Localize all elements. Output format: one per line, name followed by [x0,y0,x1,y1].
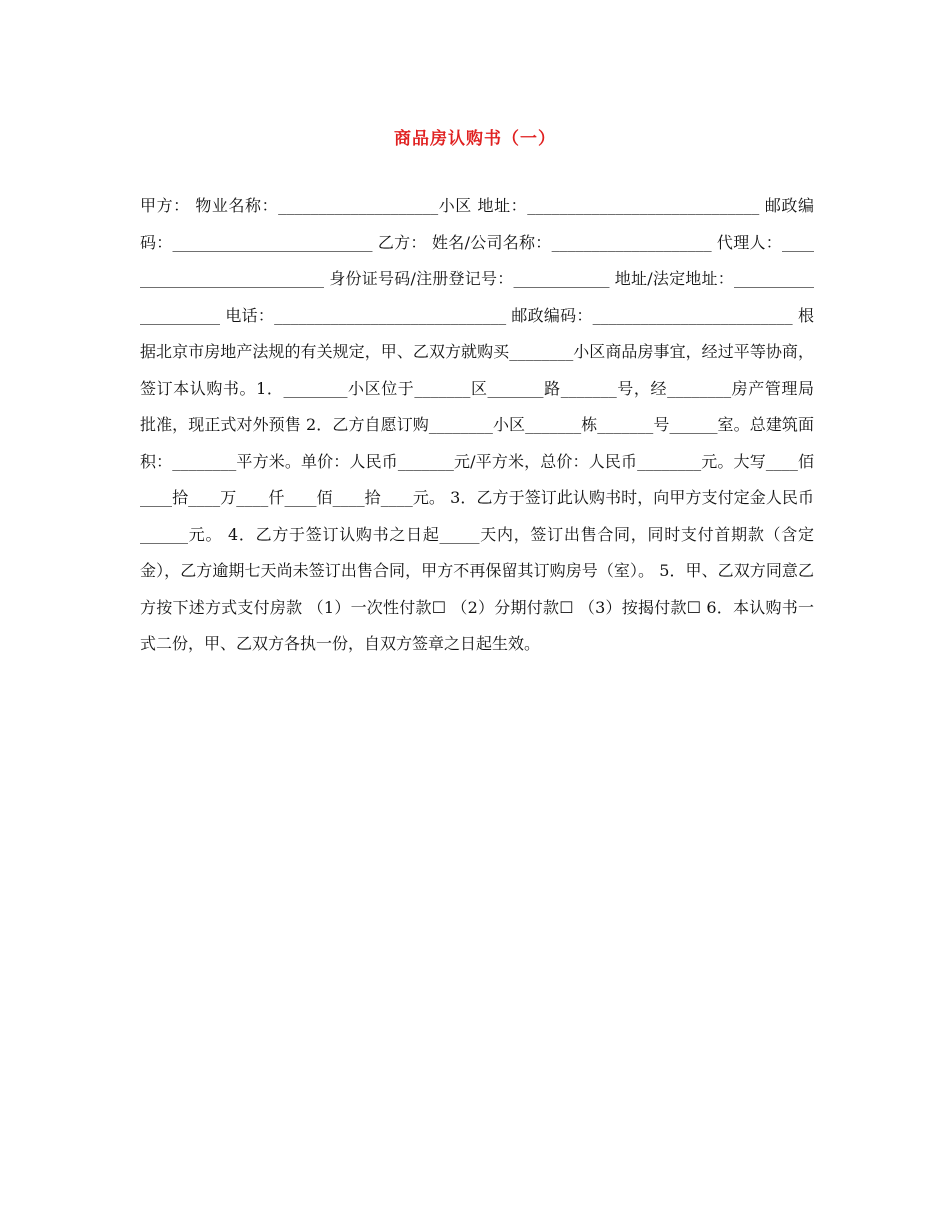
document-body-text: 甲方： 物业名称：____________________小区 地址：_____________________________ 邮政编码：_________________________ 乙方： 姓名/公司名称：____________________ 代理人：___________________________ 身份证号码/注册登记号：____________ 地址/法定地址：____________________ 电话：_____________________________ 邮政编码：_________________________ 根据北京市房地产法规的有关规定，甲、乙双方就购买________小区商品房事宜，经过平等协商，签订本认购书。1．________小区位于_______区_______路_______号，经________房产管理局批准，现正式对外预售 2．乙方自愿订购________小区_______栋_______号______室。总建筑面积：________平方米。单价：人民币_______元/平方米，总价：人民币________元。大写____佰____拾____万____仟____佰____拾____元。 3．乙方于签订此认购书时，向甲方支付定金人民币______元。 4．乙方于签订认购书之日起_____天内，签订出售合同，同时支付首期款（含定金），乙方逾期七天尚未签订出售合同，甲方不再保留其订购房号（室）。 5．甲、乙双方同意乙方按下述方式支付房款 （1）一次性付款☐ （2）分期付款☐ （3）按揭付款☐ 6．本认购书一式二份，甲、乙双方各执一份，自双方签章之日起生效。 [140,196,814,653]
document-title: 商品房认购书（一） [394,129,556,149]
